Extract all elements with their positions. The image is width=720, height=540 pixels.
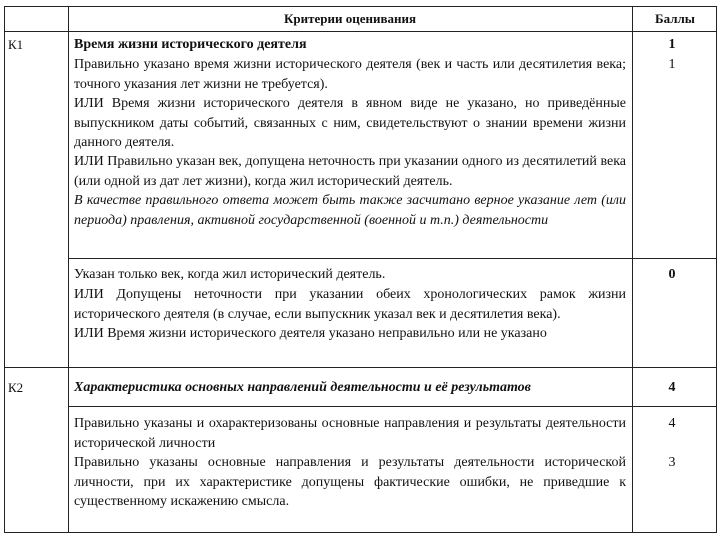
table-border-right — [716, 6, 717, 533]
k1-title: Время жизни исторического деятеля — [74, 37, 307, 52]
column-divider-criteria — [68, 6, 69, 533]
k2-point4-text: Правильно указаны и охарактеризованы основные направления и результаты деятельности исторической личности — [74, 416, 626, 451]
k2-title-divider — [68, 406, 717, 407]
k1-point0-score: 0 — [668, 267, 676, 282]
table-border-left — [4, 6, 5, 533]
k2-max-points: 4 — [668, 380, 676, 395]
k1-point1-line2: ИЛИ Время жизни исторического деятеля в явном виде не указано, но приведённые выпускником даты событий, связанных с ним, свидетельствуют о знании времени жизни данного деятеля. — [74, 96, 626, 150]
k1-max-points: 1 — [668, 37, 676, 52]
k1-point1-note: В качестве правильного ответа может быть также засчитано верное указание лет (или периода) правления, активной государственной (военной и т.п.) деятельности — [74, 193, 626, 228]
k1-code: К1 — [8, 37, 24, 52]
header-divider — [4, 31, 717, 32]
k1-point0-line3: ИЛИ Время жизни исторического деятеля указано неправильно или не указано — [74, 326, 547, 341]
k2-title: Характеристика основных направлений деятельности и её результатов — [74, 380, 531, 395]
k2-point4-score: 4 — [668, 416, 676, 431]
k2-code: К2 — [8, 380, 24, 395]
header-points: Баллы — [655, 11, 695, 26]
k1-point1-line1: Правильно указано время жизни исторического деятеля (век и часть или десятилетия века; точного указания лет жизни не требуется). — [74, 57, 626, 92]
k2-point3-score: 3 — [668, 455, 676, 470]
k1-divider — [68, 258, 717, 259]
k1-point0-line2: ИЛИ Допущены неточности при указании обеих хронологических рамок жизни исторического деятеля (в случае, если выпускник указал век и десятилетия века). — [74, 287, 626, 322]
table-border-top — [4, 6, 717, 7]
k1-end-divider — [4, 367, 717, 368]
k1-point1-line3: ИЛИ Правильно указан век, допущена неточность при указании одного из десятилетий века (или одной из дат лет жизни), когда жил исторический деятель. — [74, 154, 626, 189]
k2-point3-text: Правильно указаны основные направления и результаты деятельности исторической личности, при их характеристике допущены фактические ошибки, не приведшие к существенному искажению смысла. — [74, 455, 626, 509]
table-border-bottom — [4, 532, 717, 533]
column-divider-points — [632, 6, 633, 533]
header-criteria: Критерии оценивания — [283, 11, 417, 26]
k1-point0-line1: Указан только век, когда жил исторический деятель. — [74, 267, 386, 282]
k1-point1-score: 1 — [668, 57, 676, 72]
